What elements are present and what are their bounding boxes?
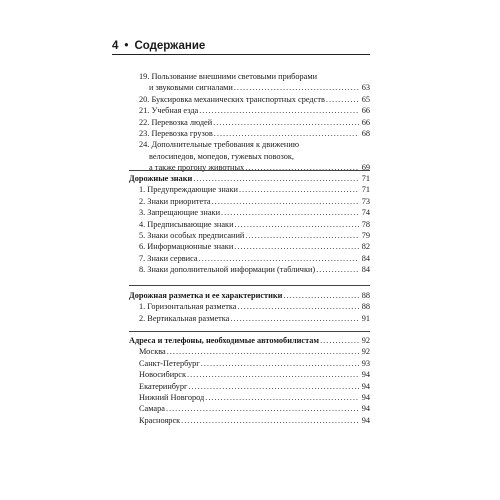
toc-entry-page: 94: [361, 415, 370, 425]
dot-leader: [193, 173, 359, 184]
dot-leader: [237, 301, 359, 312]
toc-entry: [129, 253, 370, 264]
header-bullet: •: [124, 40, 129, 52]
toc-heading-label: Адреса и телефоны, необходимые автомобилистам: [129, 336, 320, 345]
toc-entry-page: 74: [361, 208, 370, 218]
toc-entry-page: 78: [361, 219, 370, 229]
dot-leader: [235, 219, 359, 230]
toc-entry-page: 93: [361, 358, 370, 368]
dot-leader: [283, 290, 359, 301]
header-rule: [112, 54, 370, 55]
toc-entry-23: [129, 128, 370, 139]
toc-entry: [129, 207, 370, 218]
toc-entry-page: 71: [361, 174, 370, 183]
dot-leader: [187, 369, 359, 380]
toc-entry-page: 84: [361, 253, 370, 263]
toc-entry: [129, 184, 370, 195]
toc-entry-label: Санкт-Петербург: [139, 358, 200, 368]
dot-leader: [205, 392, 359, 403]
toc-entry-label: 5. Знаки особых предписаний: [139, 231, 245, 241]
toc-entry-24: [129, 139, 370, 173]
dot-leader: [199, 105, 359, 116]
dot-leader: [230, 313, 359, 324]
dot-leader: [188, 381, 359, 392]
toc-entry-page: 69: [361, 163, 370, 173]
dot-leader: [213, 117, 359, 128]
section-divider: [129, 285, 370, 286]
toc-entry: [129, 196, 370, 207]
toc-entry-label: 21. Учебная езда: [139, 106, 199, 116]
toc-entry-page: 68: [361, 129, 370, 139]
toc-entry-22: [129, 117, 370, 128]
dot-leader: [326, 94, 359, 105]
toc-entry-label: 20. Буксировка механических транспортных средств: [139, 94, 325, 104]
toc-entry-page: 92: [361, 347, 370, 357]
toc-heading-label: Дорожные знаки: [129, 174, 193, 183]
section-divider: [129, 170, 370, 171]
toc-entry-page: 94: [361, 381, 370, 391]
toc-entry-page: 73: [361, 196, 370, 206]
toc-entry-page: 84: [361, 265, 370, 275]
toc-entry-page: 94: [361, 370, 370, 380]
toc-entry-label-line: велосипедов, мопедов, гужевых повозок,: [149, 151, 295, 161]
page-title: Содержание: [134, 40, 206, 52]
page-number: 4: [112, 40, 119, 52]
toc-entry-19: [129, 71, 370, 94]
toc-entry-label-line: 24. Дополнительные требования к движению: [139, 140, 300, 150]
toc-entry: [129, 403, 370, 414]
toc-entry-label: 1. Горизонтальная разметка: [139, 302, 237, 312]
toc-entry-label: 6. Информационные знаки: [139, 242, 234, 252]
toc-entry-label: 3. Запрещающие знаки: [139, 208, 221, 218]
toc-entry-page: 71: [361, 185, 370, 195]
toc-block-rules: [129, 71, 370, 174]
toc-entry-label: 7. Знаки сервиса: [139, 253, 198, 263]
toc-entry-label: 2. Вертикальная разметка: [139, 313, 230, 323]
toc-entry-label: 4. Предписывающие знаки: [139, 219, 234, 229]
dot-leader: [234, 241, 359, 252]
toc-entry-label: 8. Знаки дополнительной информации (таблички): [139, 265, 316, 275]
toc-heading-label: Дорожная разметка и ее характеристики: [129, 291, 283, 300]
dot-leader: [316, 264, 359, 275]
toc-entry-page: 88: [361, 302, 370, 312]
dot-leader: [221, 207, 359, 218]
dot-leader: [201, 358, 359, 369]
toc-entry-label: Москва: [139, 347, 166, 357]
dot-leader: [234, 82, 359, 93]
toc-entry-page: 79: [361, 231, 370, 241]
toc-block-road-signs: [129, 173, 370, 276]
toc-entry: [129, 313, 370, 324]
dot-leader: [212, 196, 359, 207]
toc-entry-page: 66: [361, 117, 370, 127]
toc-entry-21: [129, 105, 370, 116]
toc-entry: [129, 241, 370, 252]
toc-entry-page: 94: [361, 393, 370, 403]
toc-block-road-marking: [129, 290, 370, 324]
toc-entry: [129, 301, 370, 312]
dot-leader: [239, 184, 359, 195]
toc-entry: [129, 230, 370, 241]
dot-leader: [245, 230, 359, 241]
toc-entry: [129, 415, 370, 426]
toc-entry-label-line: а также прогону животных: [149, 163, 245, 173]
toc-entry-label: Новосибирск: [139, 370, 187, 380]
toc-entry-label: Екатеринбург: [139, 381, 188, 391]
dot-leader: [214, 128, 359, 139]
section-divider: [129, 331, 370, 332]
toc-entry: [129, 346, 370, 357]
toc-entry-label: 1. Предупреждающие знаки: [139, 185, 238, 195]
toc-entry-label: Самара: [139, 404, 165, 414]
toc-section-heading: [129, 335, 370, 346]
dot-leader: [199, 253, 359, 264]
toc-block-addresses: [129, 335, 370, 426]
dot-leader: [167, 346, 359, 357]
toc-entry: [129, 392, 370, 403]
page-header: [112, 40, 205, 52]
toc-section-heading: [129, 290, 370, 301]
toc-entry-page: 91: [361, 313, 370, 323]
toc-entry: [129, 358, 370, 369]
dot-leader: [320, 335, 359, 346]
toc-entry-page: 92: [361, 336, 370, 345]
dot-leader: [166, 403, 359, 414]
toc-entry-page: 82: [361, 242, 370, 252]
toc-entry-20: [129, 94, 370, 105]
toc-entry-page: 94: [361, 404, 370, 414]
toc-entry-label: 22. Перевозка людей: [139, 117, 213, 127]
toc-entry-page: 65: [361, 94, 370, 104]
toc-entry-page: 63: [361, 83, 370, 93]
toc-entry-label: Нижний Новгород: [139, 393, 205, 403]
toc-entry: [129, 219, 370, 230]
toc-entry-label-line: 19. Пользование внешними световыми приборами: [139, 72, 318, 81]
toc-entry-label: 2. Знаки приоритета: [139, 196, 211, 206]
toc-section-heading: [129, 173, 370, 184]
toc-entry-label: 23. Перевозка грузов: [139, 129, 213, 139]
toc-entry: [129, 381, 370, 392]
toc-entry: [129, 369, 370, 380]
toc-entry-page: 66: [361, 106, 370, 116]
dot-leader: [181, 415, 359, 426]
dot-leader: [245, 162, 359, 173]
toc-entry-label-line: и звуковыми сигналами: [149, 83, 233, 93]
toc-entry-page: 88: [361, 291, 370, 300]
toc-entry-label: Красноярск: [139, 415, 181, 425]
toc-entry: [129, 264, 370, 275]
